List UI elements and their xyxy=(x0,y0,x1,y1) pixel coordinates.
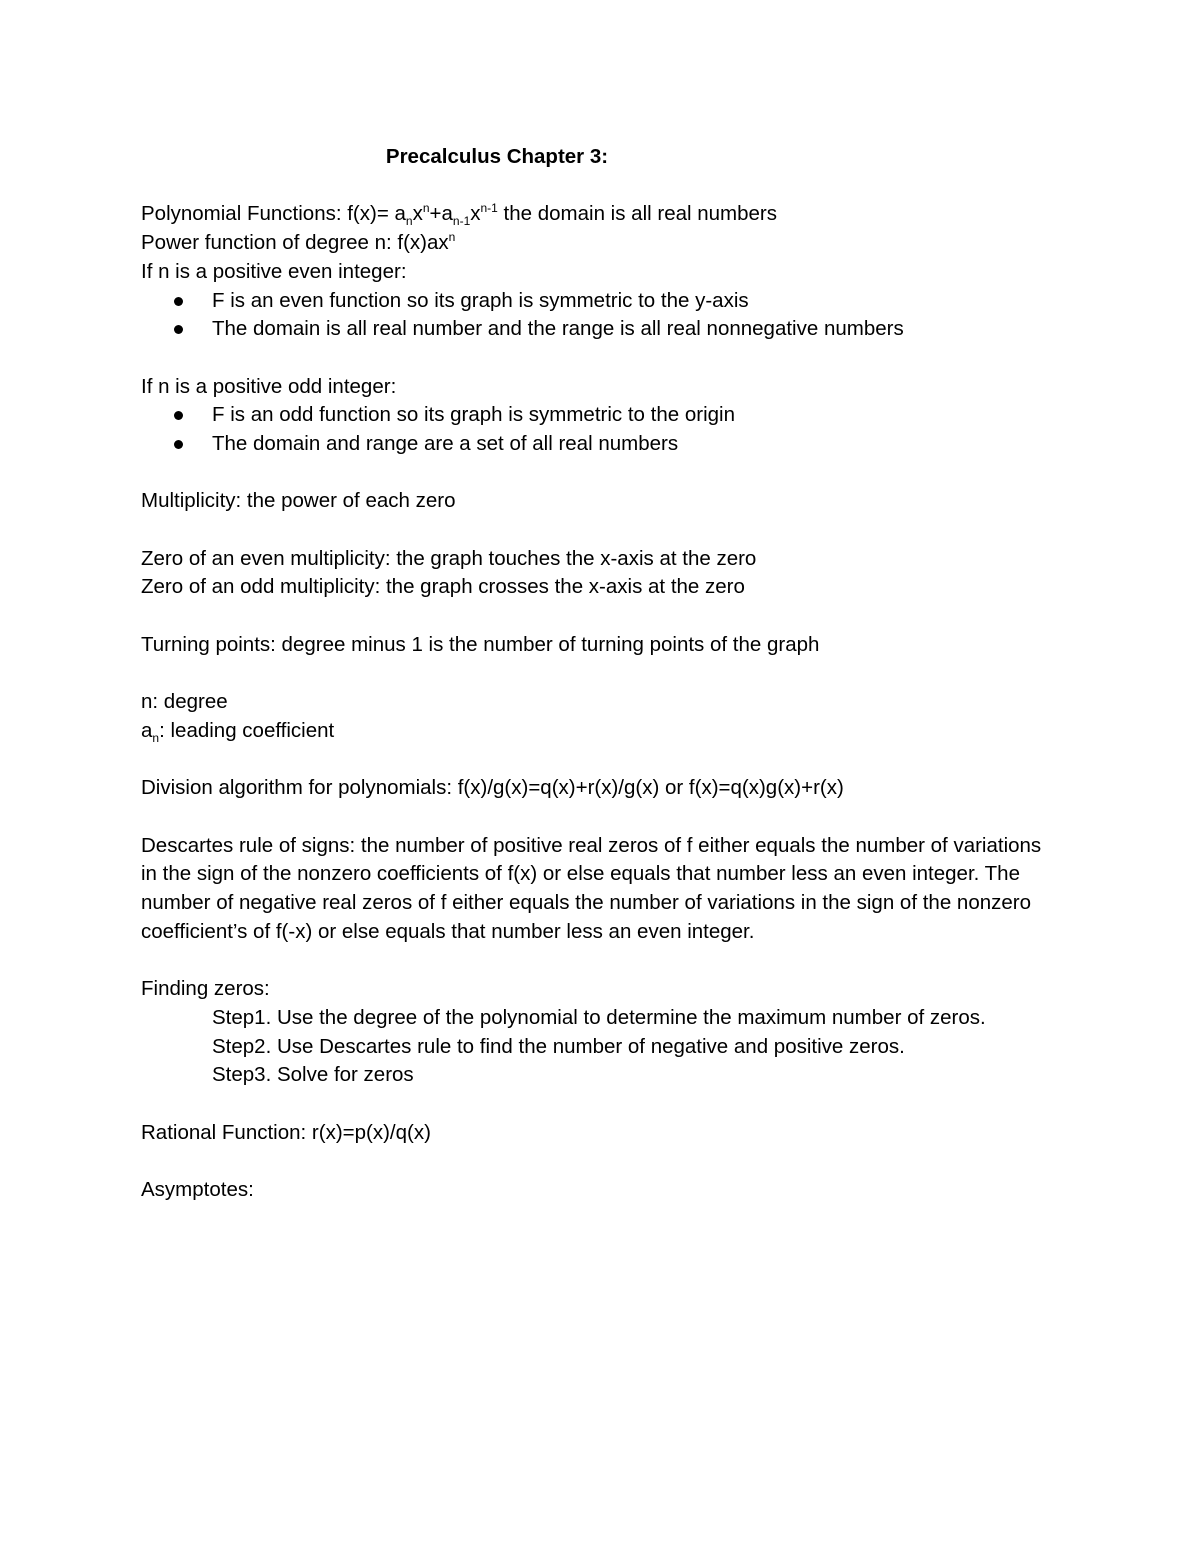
step-1: Step1. Use the degree of the polynomial to determine the maximum number of zeros. xyxy=(212,1005,986,1029)
power-function-line: Power function of degree n: $f(x)ax^n$ xyxy=(141,230,456,255)
zero-odd-line: Zero of an odd multiplicity: the graph crosses the x-axis at the zero xyxy=(141,575,745,599)
list-item: The domain is all real number and the range is all real nonnegative numbers xyxy=(141,315,1071,344)
document-body xyxy=(141,143,1071,1205)
spacer xyxy=(141,602,1071,631)
spacer xyxy=(141,803,1071,832)
odd-integer-list xyxy=(141,401,1071,458)
spacer xyxy=(141,344,1071,373)
rational-function-line: Rational Function: r(x)=p(x)/q(x) xyxy=(141,1120,431,1144)
turning-points-line: Turning points: degree minus 1 is the number of turning points of the graph xyxy=(141,632,820,656)
spacer xyxy=(141,459,1071,488)
degree-line: n: degree xyxy=(141,690,228,714)
page-title: Precalculus Chapter 3: xyxy=(385,145,609,168)
step-3: Step3. Solve for zeros xyxy=(212,1063,414,1087)
division-algorithm-line: Division algorithm for polynomials: f(x)/g(x)=q(x)+r(x)/g(x) or f(x)=q(x)g(x)+r(x) xyxy=(141,776,844,800)
bullet-icon xyxy=(174,297,183,306)
spacer xyxy=(141,746,1071,775)
odd-integer-heading: If n is a positive odd integer: xyxy=(141,374,397,398)
polynomial-functions-line: Polynomial Functions: $f(x)= a_nx^n+a_{n-1}x^{n-1}$ the domain is all real numbers xyxy=(141,201,778,229)
multiplicity-line: Multiplicity: the power of each zero xyxy=(141,489,456,513)
zero-even-line: Zero of an even multiplicity: the graph touches the x-axis at the zero xyxy=(141,546,757,570)
even-integer-heading: If n is a positive even integer: xyxy=(141,259,407,283)
descartes-paragraph: Descartes rule of signs: the number of positive real zeros of f either equals the number of variations in the sign of the nonzero coefficients of f(x) or else equals that number less an even integer. The number of negative real zeros of f either equals the number of variations in the sign of the nonzero coefficient’s of f(-x) or else equals that number less an even integer. xyxy=(141,833,1042,943)
bullet-icon xyxy=(174,325,183,334)
finding-zeros-heading: Finding zeros: xyxy=(141,977,270,1001)
list-item: F is an odd function so its graph is symmetric to the origin xyxy=(141,401,1071,430)
spacer xyxy=(141,1090,1071,1119)
leading-coefficient-line: $a_n$: leading coefficient xyxy=(141,718,335,746)
step-2: Step2. Use Descartes rule to find the number of negative and positive zeros. xyxy=(212,1034,905,1058)
spacer xyxy=(141,1147,1071,1176)
list-item: F is an even function so its graph is symmetric to the y-axis xyxy=(141,287,1071,316)
asymptotes-heading: Asymptotes: xyxy=(141,1178,254,1202)
spacer xyxy=(141,516,1071,545)
spacer xyxy=(141,660,1071,689)
list-item: The domain and range are a set of all real numbers xyxy=(141,430,1071,459)
bullet-icon xyxy=(174,411,183,420)
even-integer-list xyxy=(141,287,1071,344)
bullet-icon xyxy=(174,440,183,449)
spacer xyxy=(141,947,1071,976)
